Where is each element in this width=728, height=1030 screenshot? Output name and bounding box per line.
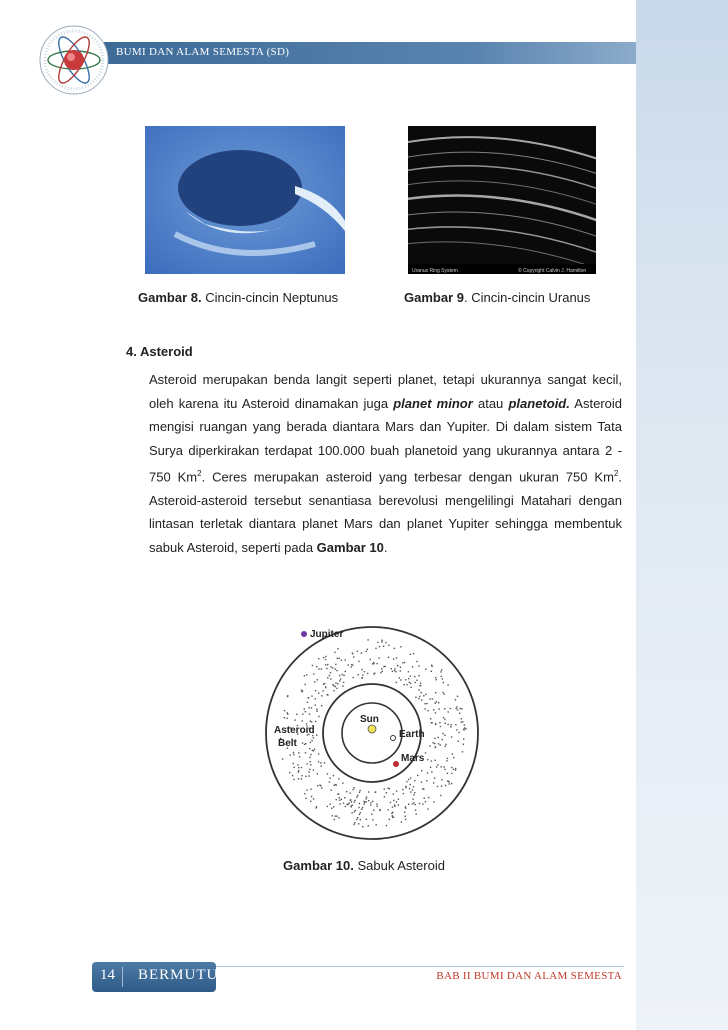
section-heading: 4. Asteroid xyxy=(126,344,193,359)
belt-label: Belt xyxy=(278,738,297,749)
figure-8-text: Cincin-cincin Neptunus xyxy=(201,290,339,305)
figure-10-label: Gambar 10. xyxy=(283,858,354,873)
figure-9-caption xyxy=(404,290,590,305)
term-planet-minor: planet minor xyxy=(393,395,473,411)
jupiter-marker xyxy=(301,631,307,637)
para-text-1: Asteroid merupakan benda langit seperti planet, tetapi ukurannya sangat kecil, oleh karena itu Asteroid dinamakan juga xyxy=(149,372,622,411)
asteroid-label: Asteroid xyxy=(274,725,315,736)
figure-10-reference: Gambar 10 xyxy=(316,539,384,555)
superscript-1: 2 xyxy=(197,469,202,478)
figure-8-label: Gambar 8. xyxy=(138,290,202,305)
uranus-rings-photo xyxy=(408,126,596,274)
figure-10-caption xyxy=(0,858,728,873)
para-text-6: . xyxy=(383,539,388,555)
figure-8-caption xyxy=(138,290,338,305)
figure-10-text: Sabuk Asteroid xyxy=(353,858,445,873)
page-number: 14 xyxy=(100,967,115,983)
footer-rule xyxy=(212,966,624,967)
header-title: BUMI DAN ALAM SEMESTA (SD) xyxy=(116,46,290,58)
footer-chapter: BAB II BUMI DAN ALAM SEMESTA xyxy=(436,970,622,982)
earth-marker xyxy=(391,736,396,741)
neptune-photo xyxy=(145,126,345,274)
sun-marker xyxy=(368,725,376,733)
jupiter-label: Jupiter xyxy=(310,629,344,640)
page-side-band xyxy=(636,0,728,1030)
figure-9-text: . Cincin-cincin Uranus xyxy=(463,290,591,305)
uranus-photo-caption-left: Uranus Ring System xyxy=(412,268,458,274)
atom-logo-icon xyxy=(36,22,112,98)
figure-9-label: Gambar 9 xyxy=(404,290,464,305)
para-text-2: atau xyxy=(472,395,509,411)
para-text-5: . Asteroid-asteroid tersebut senantiasa berevolusi mengelilingi Matahari dengan lintasan terletak diantara planet Mars dan planet Yupiter sehingga membentuk sabuk Asteroid, seperti pada xyxy=(149,469,622,555)
para-text-4: . Ceres merupakan asteroid yang terbesar dengan ukuran 750 Km xyxy=(201,469,614,485)
footer-brand: BERMUTU xyxy=(138,967,219,983)
sun-label: Sun xyxy=(360,714,379,725)
term-planetoid: planetoid. xyxy=(508,395,570,411)
asteroid-belt-diagram xyxy=(250,612,500,842)
uranus-photo-caption-right: © Copyright Calvin J. Hamilton xyxy=(518,268,587,274)
superscript-2: 2 xyxy=(613,469,619,478)
footer-badge xyxy=(92,962,219,992)
para-text-3: Asteroid mengisi ruangan yang berada diantara Mars dan Yupiter. Di dalam sistem Tata Surya diperkirakan terdapat 100.000 buah planetoid yang ukurannya antara 2 - 750 Km xyxy=(149,395,623,485)
mars-marker xyxy=(393,761,399,767)
asteroid-paragraph xyxy=(149,368,622,559)
footer-divider xyxy=(122,967,123,987)
mars-label: Mars xyxy=(401,753,425,764)
header-bar xyxy=(104,42,636,64)
earth-label: Earth xyxy=(399,729,425,740)
